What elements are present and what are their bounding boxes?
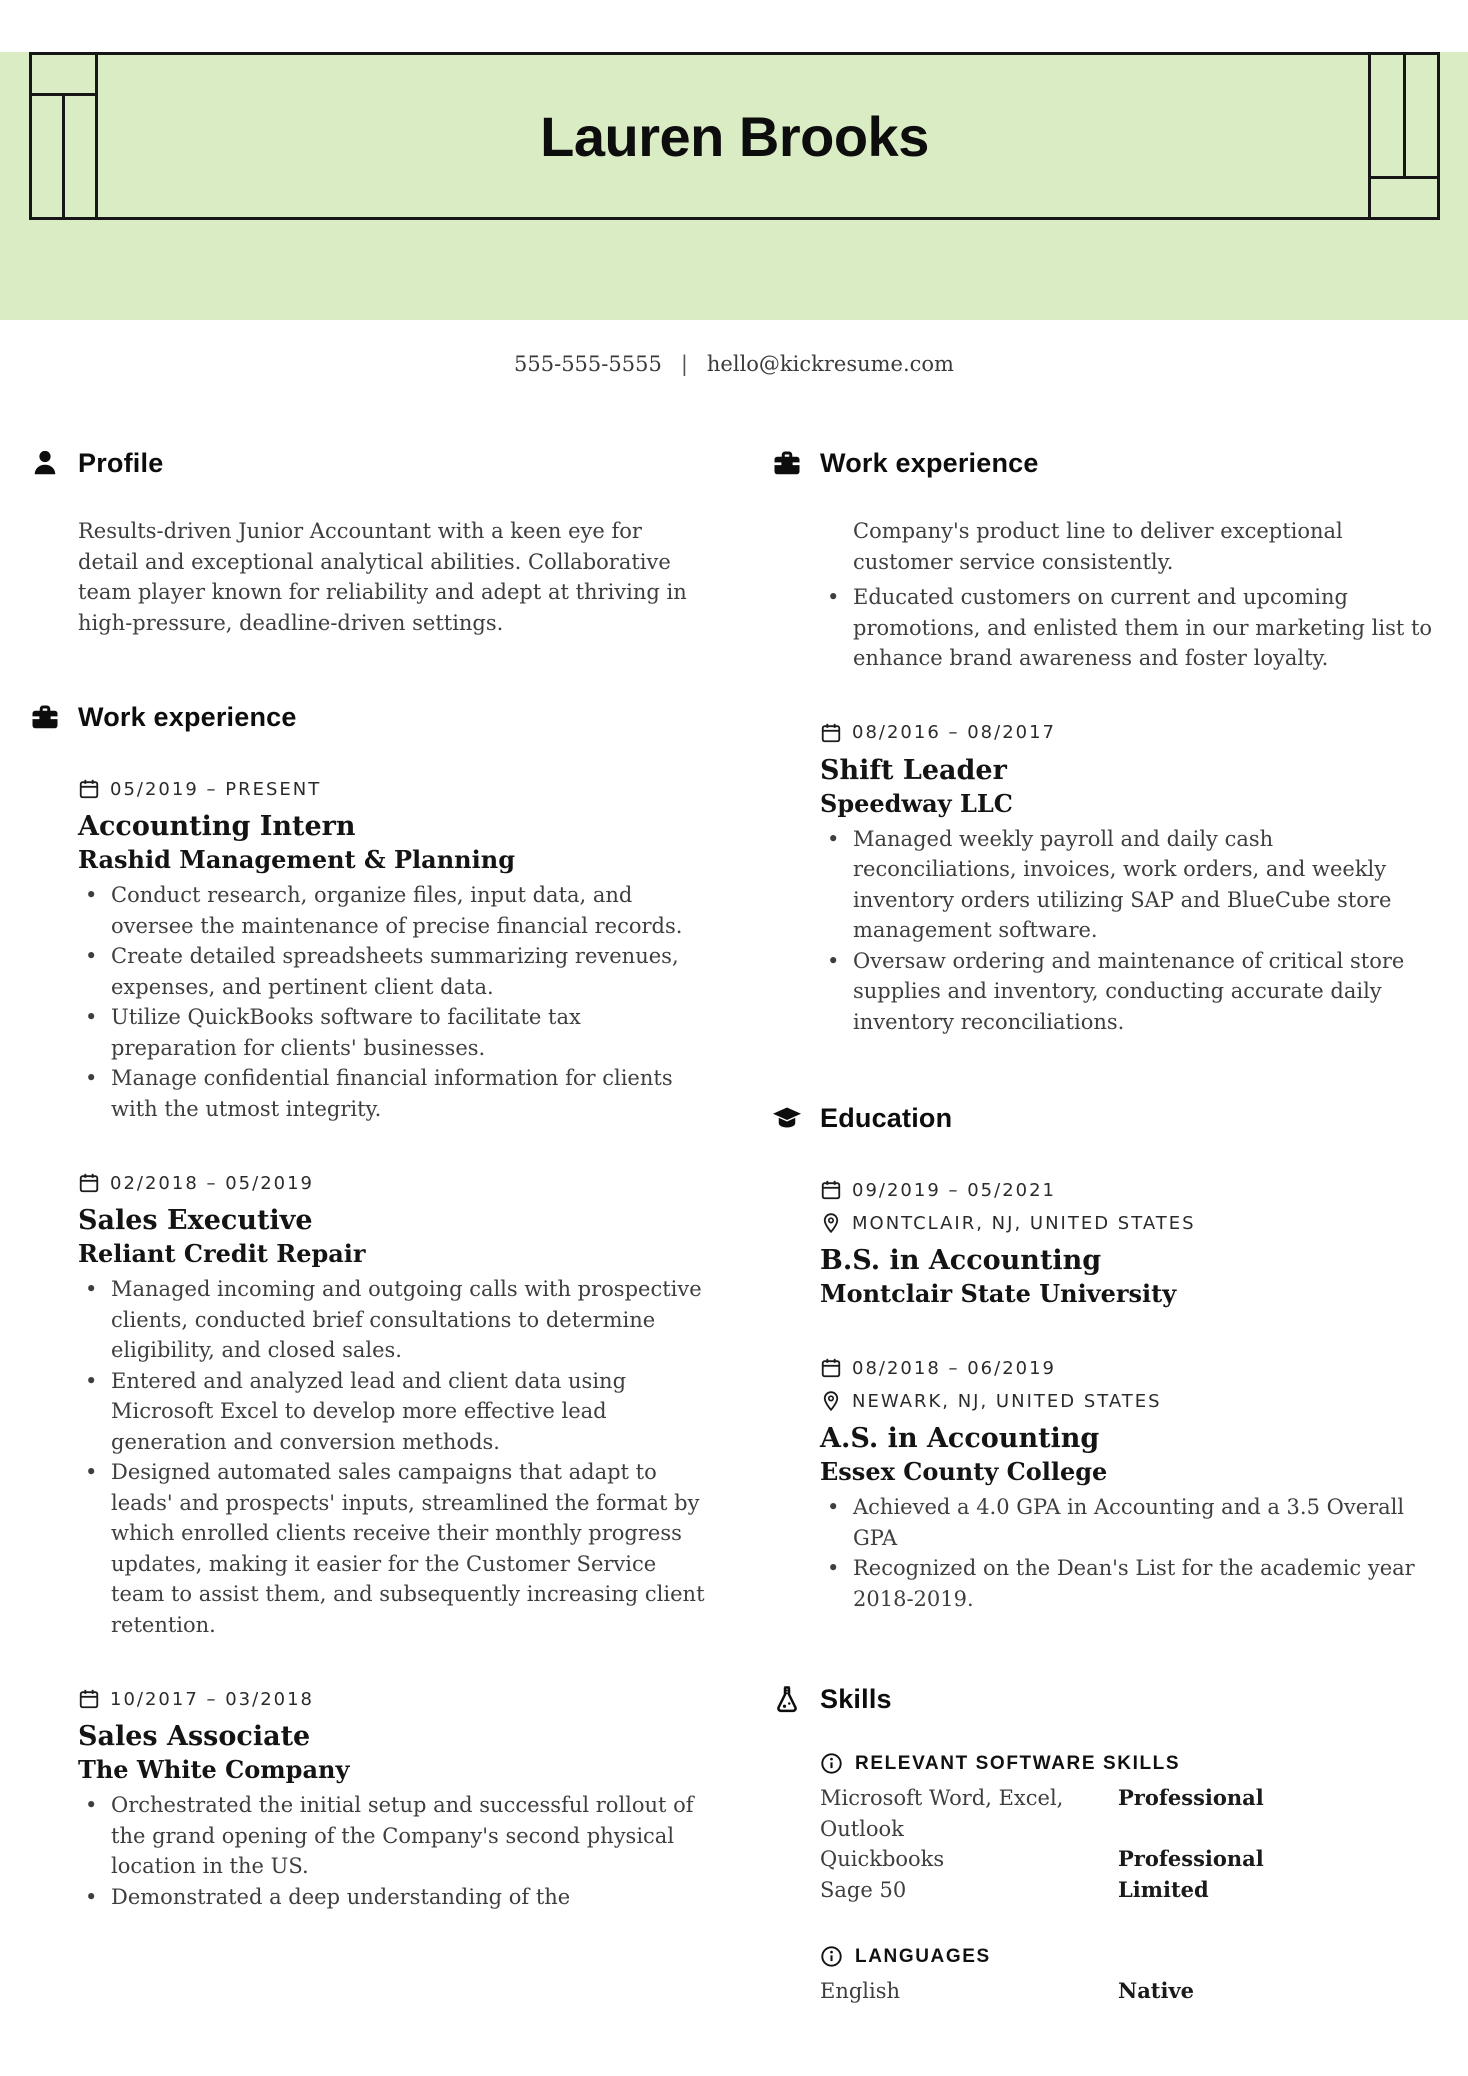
pin-icon — [820, 1390, 842, 1412]
section-title: Profile — [78, 448, 164, 478]
bullet-item: • Utilize QuickBooks software to facilitate tax preparation for clients' businesses. — [111, 1002, 705, 1063]
work-entry — [78, 1686, 705, 1912]
date-row — [820, 720, 1438, 746]
location-text: NEWARK, NJ, UNITED STATES — [852, 1390, 1162, 1412]
profile-heading — [30, 446, 705, 480]
person-icon — [30, 448, 60, 478]
date-range: 05/2019 – PRESENT — [110, 778, 322, 800]
school-name: Essex County College — [820, 1457, 1108, 1486]
skill-name: English — [820, 1979, 901, 2003]
skill-group — [820, 1752, 1438, 1905]
date-row — [78, 1170, 705, 1196]
date-range: 08/2016 – 08/2017 — [852, 722, 1056, 743]
section-title: Work experience — [78, 702, 297, 732]
calendar-icon — [78, 778, 100, 800]
date-row — [78, 776, 705, 802]
skill-level: Professional — [1118, 1785, 1264, 1810]
skill-level: Limited — [1118, 1876, 1209, 1902]
work-entry — [78, 776, 705, 1124]
date-row — [820, 1177, 1438, 1203]
contact-separator: | — [680, 352, 688, 376]
bullet-item: • Orchestrated the initial setup and successful rollout of the grand opening of the Company's second physical location in the US. — [111, 1790, 705, 1882]
bullet-item: • Achieved a 4.0 GPA in Accounting and a 3.5 Overall GPA — [853, 1492, 1438, 1553]
skill-row — [820, 1976, 1438, 2007]
content-columns — [0, 446, 1468, 2007]
bullet-list — [853, 824, 1438, 1038]
bullet-item: • Create detailed spreadsheets summarizing revenues, expenses, and pertinent client data. — [111, 941, 705, 1002]
header-band — [0, 52, 1468, 320]
flask-icon — [772, 1684, 802, 1714]
skill-group-heading — [820, 1752, 1438, 1775]
company-name: Rashid Management & Planning — [78, 845, 515, 874]
left-column — [30, 446, 705, 1912]
title-box — [29, 52, 1440, 220]
section-work-left — [30, 700, 705, 1912]
bullet-list — [111, 880, 705, 1124]
location-row — [820, 1210, 1438, 1236]
profile-text: Results-driven Junior Accountant with a keen eye for detail and exceptional analytical abilities. Collaborative team player known for reliability and adept at thriving in high-pressure, deadline-driven settings. — [78, 519, 687, 635]
date-row — [820, 1355, 1438, 1381]
phone-number: 555-555-5555 — [514, 352, 662, 376]
bullet-item: • Managed incoming and outgoing calls with prospective clients, conducted brief consultations to determine eligibility, and closed sales. — [111, 1274, 705, 1366]
bullet-list — [853, 582, 1438, 674]
section-skills — [772, 1682, 1438, 2007]
degree-title: A.S. in Accounting — [820, 1423, 1100, 1454]
skill-name: Microsoft Word, Excel, Outlook — [820, 1786, 1064, 1841]
degree-title: B.S. in Accounting — [820, 1245, 1102, 1276]
date-range: 02/2018 – 05/2019 — [110, 1172, 314, 1194]
section-profile — [30, 446, 705, 638]
skill-group-label: RELEVANT SOFTWARE SKILLS — [855, 1752, 1181, 1774]
calendar-icon — [820, 1179, 842, 1201]
date-range: 10/2017 – 03/2018 — [110, 1688, 314, 1710]
briefcase-icon — [30, 702, 60, 732]
section-education — [772, 1101, 1438, 1614]
continued-bullet-text: Company's product line to deliver exceptional customer service consistently. — [853, 519, 1343, 574]
title-box-left-ornament — [32, 55, 98, 217]
skill-row — [820, 1783, 1438, 1844]
section-title: Education — [820, 1103, 953, 1133]
job-title: Shift Leader — [820, 754, 1007, 786]
work-entry — [820, 720, 1438, 1038]
job-title: Accounting Intern — [78, 811, 356, 842]
work-entry — [78, 1170, 705, 1640]
calendar-icon — [78, 1172, 100, 1194]
bullet-item: • Recognized on the Dean's List for the academic year 2018-2019. — [853, 1553, 1438, 1614]
calendar-icon — [78, 1688, 100, 1710]
pin-icon — [820, 1212, 842, 1234]
info-icon — [820, 1945, 843, 1968]
work-heading — [30, 700, 705, 734]
section-work-right — [772, 446, 1438, 1037]
briefcase-icon — [772, 448, 802, 478]
right-column — [772, 446, 1438, 2007]
info-icon — [820, 1752, 843, 1775]
calendar-icon — [820, 1357, 842, 1379]
skill-level: Native — [1118, 1978, 1195, 2003]
bullet-item: • Conduct research, organize files, input data, and oversee the maintenance of precise financial records. — [111, 880, 705, 941]
school-name: Montclair State University — [820, 1279, 1177, 1308]
contact-row — [0, 352, 1468, 376]
graduation-cap-icon — [772, 1103, 802, 1133]
date-range: 09/2019 – 05/2021 — [852, 1179, 1056, 1201]
location-text: MONTCLAIR, NJ, UNITED STATES — [852, 1212, 1196, 1234]
work-heading — [772, 446, 1438, 480]
date-range: 08/2018 – 06/2019 — [852, 1357, 1056, 1379]
bullet-item: • Manage confidential financial information for clients with the utmost integrity. — [111, 1063, 705, 1124]
company-name: Reliant Credit Repair — [78, 1239, 366, 1268]
section-title: Work experience — [820, 448, 1039, 478]
bullet-item: • Entered and analyzed lead and client data using Microsoft Excel to develop more effective lead generation and conversion methods. — [111, 1366, 705, 1458]
skill-name: Quickbooks — [820, 1847, 945, 1871]
location-row — [820, 1388, 1438, 1414]
bullet-item: • Educated customers on current and upcoming promotions, and enlisted them in our marketing list to enhance brand awareness and foster loyalty. — [853, 582, 1438, 674]
education-entry — [820, 1177, 1438, 1309]
email-address: hello@kickresume.com — [706, 352, 954, 376]
skill-row — [820, 1844, 1438, 1875]
bullet-item: • Designed automated sales campaigns that adapt to leads' and prospects' inputs, streamlined the format by which enrolled clients receive their monthly progress updates, making it easier for the Customer Service team to assist them, and subsequently increasing client retention. — [111, 1457, 705, 1640]
education-heading — [772, 1101, 1438, 1135]
skill-group-label: LANGUAGES — [855, 1945, 991, 1967]
date-row — [78, 1686, 705, 1712]
skill-row — [820, 1875, 1438, 1906]
skill-name: Sage 50 — [820, 1877, 907, 1902]
job-title: Sales Executive — [78, 1205, 313, 1236]
bullet-item: • Oversaw ordering and maintenance of critical store supplies and inventory, conducting accurate daily inventory reconciliations. — [853, 946, 1438, 1038]
page-title: Lauren Brooks — [540, 104, 929, 168]
bullet-item: • Demonstrated a deep understanding of the — [111, 1882, 705, 1913]
bullet-item: • Managed weekly payroll and daily cash reconciliations, invoices, work orders, and weekly inventory orders utilizing SAP and BlueCube store management software. — [853, 824, 1438, 946]
bullet-list — [853, 1492, 1438, 1614]
education-entry — [820, 1355, 1438, 1614]
calendar-icon — [820, 722, 842, 744]
skill-group — [820, 1945, 1438, 2007]
bullet-list — [111, 1790, 705, 1912]
title-box-right-ornament — [1368, 55, 1437, 217]
skill-group-heading — [820, 1945, 1438, 1968]
company-name: Speedway LLC — [820, 788, 1013, 818]
skills-heading — [772, 1682, 1438, 1716]
skill-level: Professional — [1118, 1846, 1264, 1871]
job-title: Sales Associate — [78, 1721, 311, 1752]
company-name: The White Company — [78, 1755, 350, 1784]
bullet-list — [111, 1274, 705, 1640]
section-title: Skills — [820, 1684, 892, 1714]
